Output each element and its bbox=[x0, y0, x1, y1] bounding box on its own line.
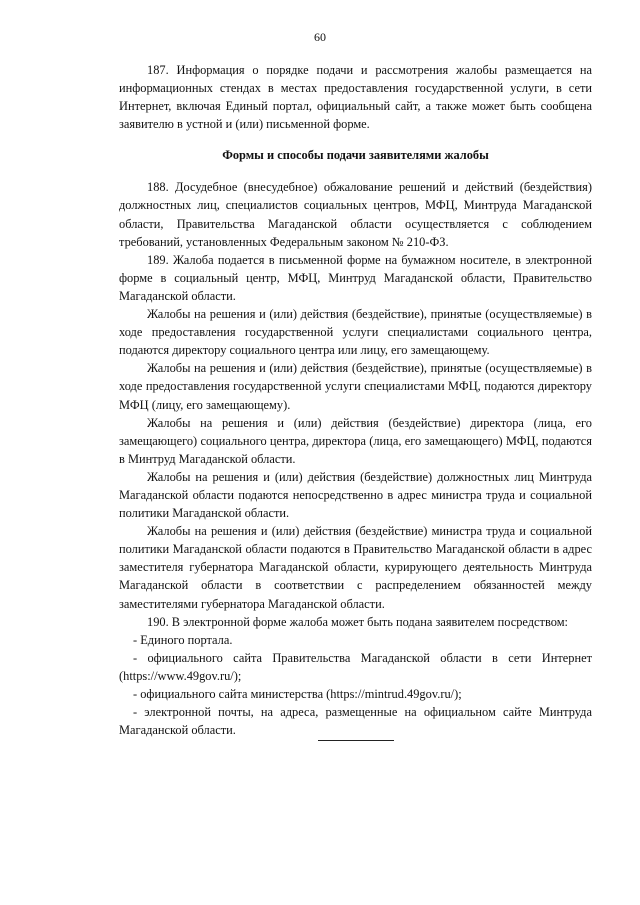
page-number: 60 bbox=[314, 30, 326, 44]
paragraph-complaints-directors: Жалобы на решения и (или) действия (бездействие) директора (лица, его замещающего) социального центра, директора (лица, его замещающего) МФЦ, подаются в Минтруд Магаданской области. bbox=[119, 415, 592, 466]
document-body bbox=[119, 61, 592, 739]
section-title: Формы и способы подачи заявителями жалобы bbox=[222, 148, 489, 163]
paragraph-189: 189. Жалоба подается в письменной форме на бумажном носителе, в электронной форме в социальный центр, МФЦ, Минтруд Магаданской области, Правительство Магаданской области. bbox=[119, 252, 592, 303]
list-item-unified-portal: - Единого портала. bbox=[133, 632, 233, 647]
list-item-email: - электронной почты, на адреса, размещенные на официальном сайте Минтруда Магаданской области. bbox=[119, 705, 592, 738]
paragraph-complaints-mfc-specialists: Жалобы на решения и (или) действия (бездействие), принятые (осуществляемые) в ходе предоставления государственной услуги специалистами МФЦ, подаются директору МФЦ (лицу, его замещающему). bbox=[119, 361, 592, 412]
paragraph-190: 190. В электронной форме жалоба может быть подана заявителем посредством: bbox=[147, 614, 568, 629]
paragraph-complaints-mintrud-officials: Жалобы на решения и (или) действия (бездействие) должностных лиц Минтруда Магаданской области подаются непосредственно в адрес министра труда и социальной политики Магаданской области. bbox=[119, 469, 592, 521]
end-divider-line bbox=[318, 740, 394, 741]
paragraph-188: 188. Досудебное (внесудебное) обжалование решений и действий (бездействия) должностных лиц, специалистов социальных центров, МФЦ, Минтруда Магаданской области, Правительства Магаданской области осуществляется с соблюдением требований, установленных Федеральным законом № 210-ФЗ. bbox=[119, 180, 592, 249]
list-item-ministry-site: - официального сайта министерства (https://mintrud.49gov.ru/); bbox=[133, 687, 462, 701]
paragraph-complaints-social-center-specialists: Жалобы на решения и (или) действия (бездействие), принятые (осуществляемые) в ходе предоставления государственной услуги специалистами социального центра, подаются директору социального центра или лицу, его замещающему. bbox=[119, 307, 592, 358]
paragraph-187: 187. Информация о порядке подачи и рассмотрения жалобы размещается на информационных стендах в местах предоставления государственной услуги, в сети Интернет, включая Единый портал, официальный сайт, а также может быть сообщена заявителю в устной и (или) письменной форме. bbox=[119, 63, 592, 132]
list-item-government-site: - официального сайта Правительства Магаданской области в сети Интернет (https://www.49gov.ru/); bbox=[119, 650, 592, 683]
paragraph-complaints-minister: Жалобы на решения и (или) действия (бездействие) министра труда и социальной политики Магаданской области подаются в Правительство Магаданской области в адрес заместителя губернатора Магаданской области, курирующего деятельность Минтруда Магаданской области в соответствии с распределением обязанностей между заместителями губернатора Магаданской области. bbox=[119, 524, 592, 611]
